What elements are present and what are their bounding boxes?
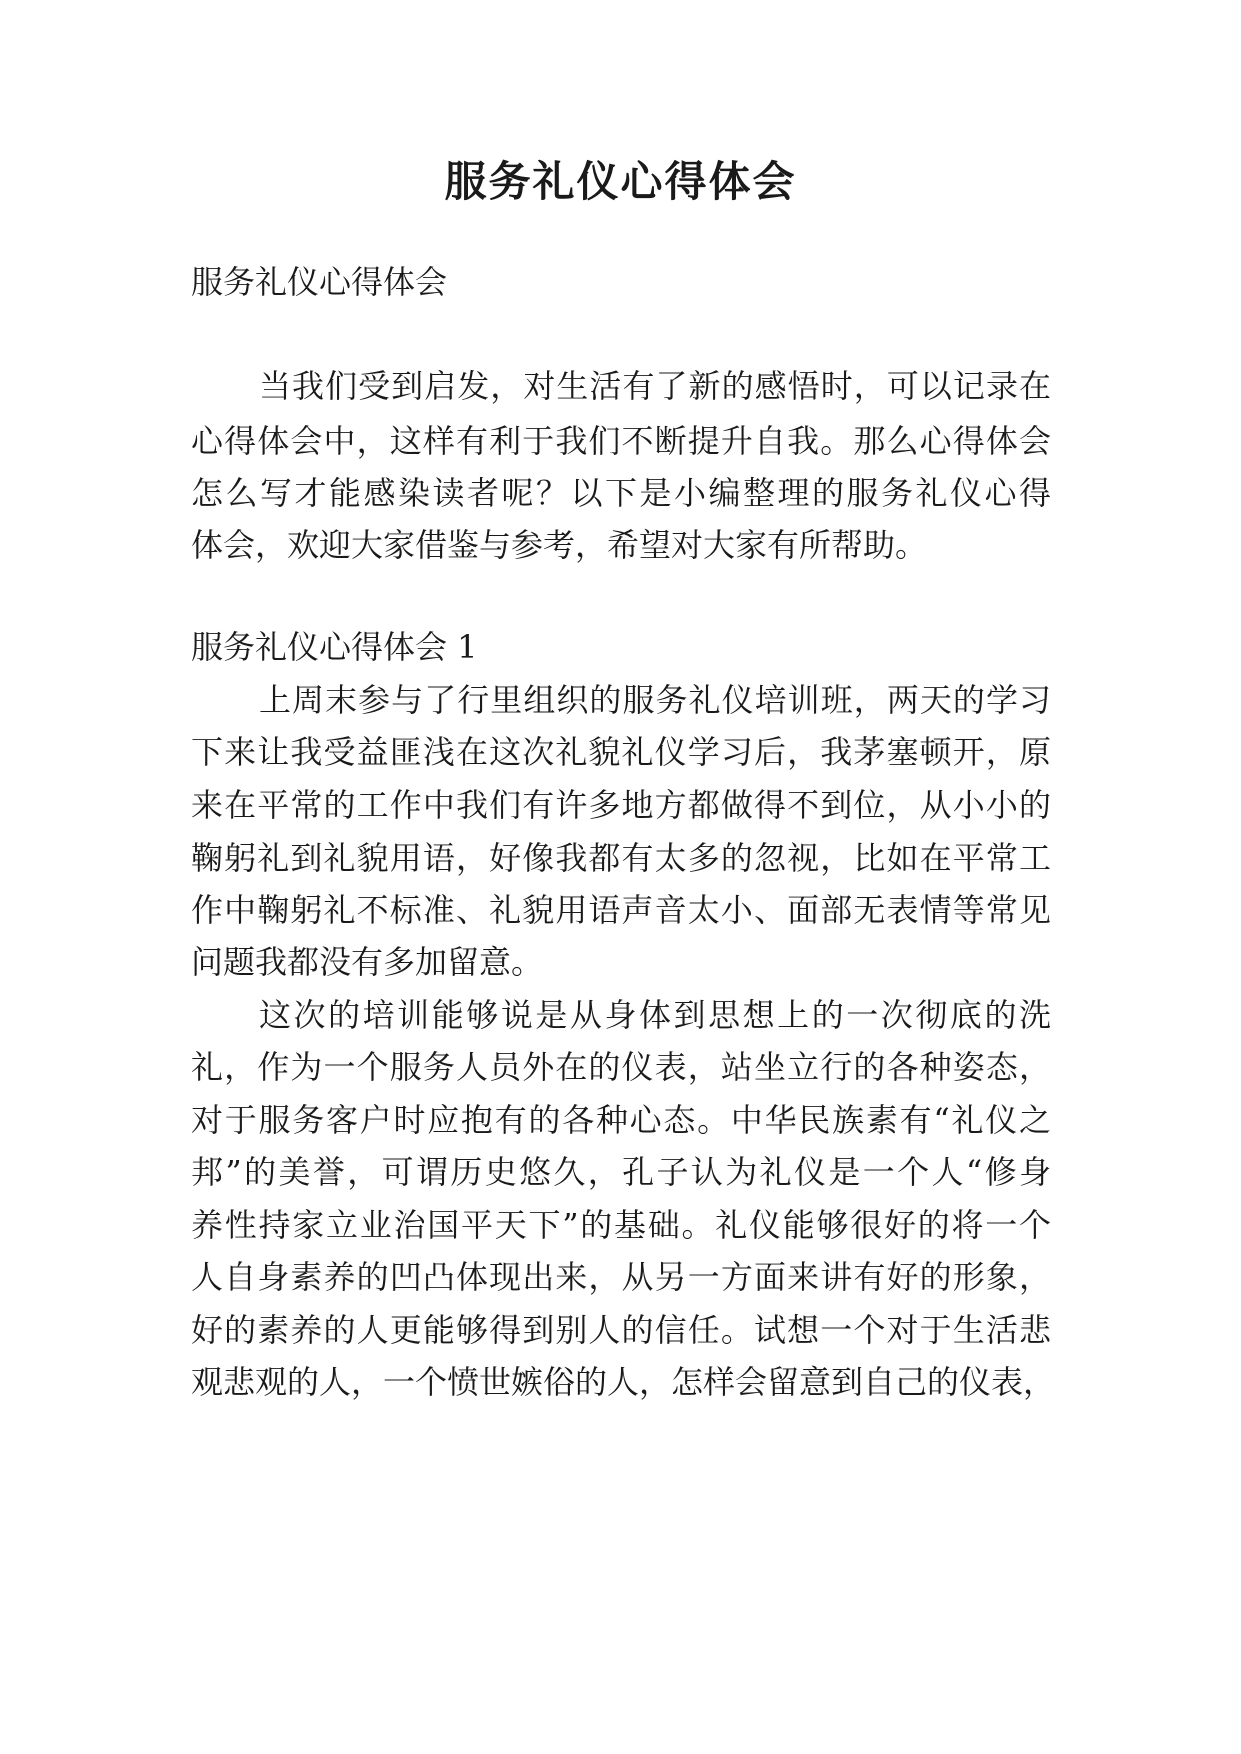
para2-line: 观悲观的人，一个愤世嫉俗的人，怎样会留意到自己的仪表， (191, 1363, 1056, 1401)
para1-line: 鞠躬礼到礼貌用语，好像我都有太多的忽视，比如在平常工 (191, 839, 1051, 877)
para1-line: 问题我都没有多加留意。 (191, 943, 544, 981)
para2-line: 人自身素养的凹凸体现出来，从另一方面来讲有好的形象， (191, 1258, 1051, 1296)
subtitle: 服务礼仪心得体会 (191, 263, 448, 301)
para1-line: 来在平常的工作中我们有许多地方都做得不到位，从小小的 (191, 786, 1051, 824)
para1-line: 上周末参与了行里组织的服务礼仪培训班，两天的学习 (259, 681, 1051, 719)
para2-line: 礼，作为一个服务人员外在的仪表，站坐立行的各种姿态， (191, 1048, 1051, 1086)
intro-line: 体会，欢迎大家借鉴与参考，希望对大家有所帮助。 (191, 526, 928, 564)
intro-line: 当我们受到启发，对生活有了新的感悟时，可以记录在 (259, 367, 1051, 405)
para2-line: 对于服务客户时应抱有的各种心态。中华民族素有“礼仪之 (191, 1101, 1051, 1139)
para1-line: 作中鞠躬礼不标准、礼貌用语声音太小、面部无表情等常见 (191, 891, 1051, 929)
para2-line: 养性持家立业治国平天下”的基础。礼仪能够很好的将一个 (191, 1206, 1051, 1244)
intro-line: 怎么写才能感染读者呢？以下是小编整理的服务礼仪心得 (191, 474, 1051, 512)
para1-line: 下来让我受益匪浅在这次礼貌礼仪学习后，我茅塞顿开，原 (191, 733, 1051, 771)
para2-line: 邦”的美誉，可谓历史悠久，孔子认为礼仪是一个人“修身 (191, 1153, 1051, 1191)
para2-line: 这次的培训能够说是从身体到思想上的一次彻底的洗 (259, 996, 1051, 1034)
document-title: 服务礼仪心得体会 (444, 157, 797, 206)
intro-line: 心得体会中，这样有利于我们不断提升自我。那么心得体会 (191, 422, 1051, 460)
section-heading: 服务礼仪心得体会 1 (191, 628, 478, 666)
para2-line: 好的素养的人更能够得到别人的信任。试想一个对于生活悲 (191, 1311, 1051, 1349)
